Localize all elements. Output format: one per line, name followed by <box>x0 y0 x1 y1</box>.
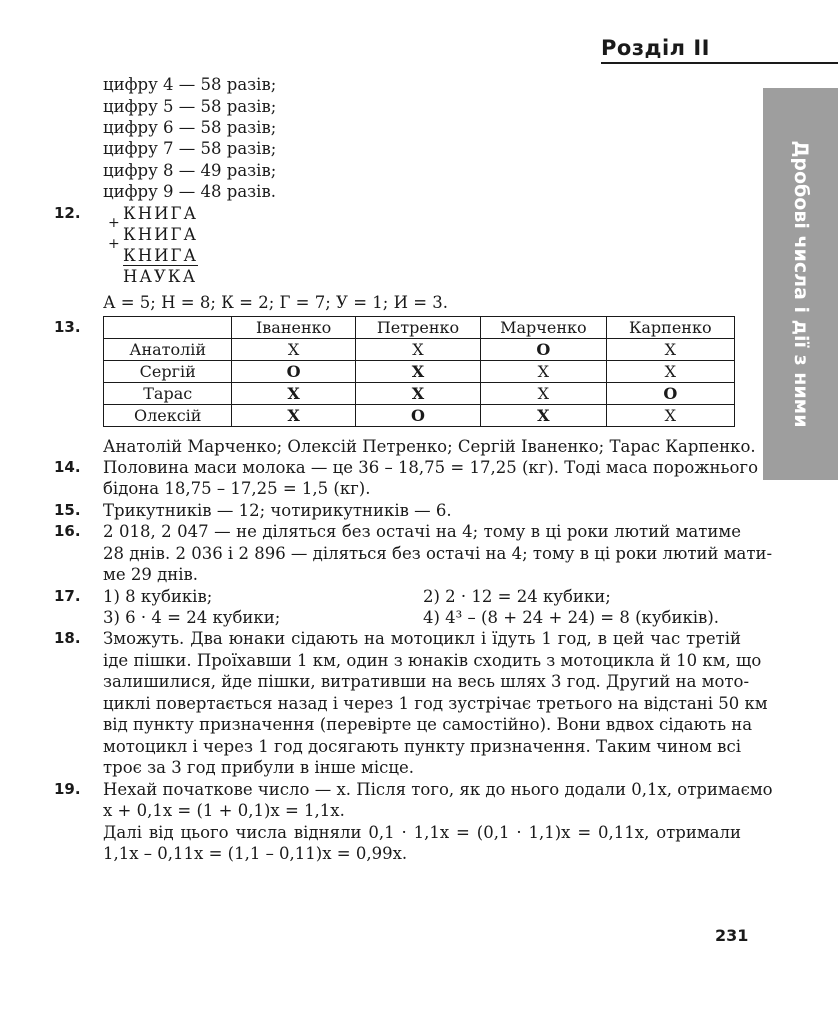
problem-number: 14. <box>54 458 81 476</box>
text-line: цифру 9 — 48 разів. <box>103 182 276 201</box>
problem-number: 17. <box>54 587 81 605</box>
problem-number: 13. <box>54 318 81 336</box>
table-cell: O <box>606 383 734 405</box>
table-cell: X <box>606 361 734 383</box>
logic-table <box>103 316 735 427</box>
table-header-cell: Петренко <box>355 317 480 339</box>
table-cell: X <box>481 383 606 405</box>
table-cell: X <box>606 339 734 361</box>
row-name: Тарас <box>104 383 232 405</box>
chapter-header <box>601 36 838 64</box>
table-answer: Анатолій Марченко; Олексій Петренко; Сергій Іваненко; Тарас Карпенко. <box>103 437 756 456</box>
text-line: іде пішки. Проїхавши 1 км, один з юнаків сходить з мотоцикла й 10 км, що <box>103 651 762 670</box>
table-header-cell: Карпенко <box>606 317 734 339</box>
table-cell: X <box>355 383 480 405</box>
problem-number: 15. <box>54 501 81 519</box>
list-item: 1) 8 кубиків; <box>103 587 213 606</box>
table-row <box>104 383 735 405</box>
row-name: Олексій <box>104 405 232 427</box>
text-line: 28 днів. 2 036 і 2 896 — діляться без остачі на 4; тому в ці роки лютий мати- <box>103 544 773 563</box>
side-tab-label: Дробові числа і дії з ними <box>789 140 812 428</box>
text-line: циклі повертається назад і через 1 год зустрічає третього на відстані 50 км <box>103 694 768 713</box>
plus-sign: + <box>108 236 120 252</box>
text-line: цифру 7 — 58 разів; <box>103 139 277 158</box>
rebus-sum-row: НАУКА <box>123 267 198 286</box>
table-cell: X <box>232 383 355 405</box>
formula-line: x + 0,1x = (1 + 0,1)x = 1,1x. <box>103 801 345 820</box>
list-item: 3) 6 · 4 = 24 кубики; <box>103 608 281 627</box>
text-line: цифру 5 — 58 разів; <box>103 97 277 116</box>
plus-sign: + <box>108 215 120 231</box>
table-row <box>104 405 735 427</box>
problem-number: 16. <box>54 522 81 540</box>
table-header-row <box>104 317 735 339</box>
list-item: 2) 2 · 12 = 24 кубики; <box>423 587 611 606</box>
text-line: Зможуть. Два юнаки сідають на мотоцикл і їдуть 1 год, в цей час третій <box>103 629 741 648</box>
table-header-cell: Марченко <box>481 317 606 339</box>
text-line: ме 29 днів. <box>103 565 199 584</box>
table-cell: X <box>481 361 606 383</box>
table-cell: X <box>606 405 734 427</box>
table-cell: O <box>481 339 606 361</box>
chapter-title: Розділ ІІ <box>601 36 710 60</box>
text-line: Далі від цього числа відняли 0,1 · 1,1x = (0,1 · 1,1)x = 0,11x, отримали <box>103 823 741 842</box>
table-cell: X <box>232 405 355 427</box>
text-line: залишилися, йде пішки, витративши на весь шлях 3 год. Другий на мото- <box>103 672 750 691</box>
page-number: 231 <box>715 926 749 945</box>
table-cell: O <box>232 361 355 383</box>
problem-number: 12. <box>54 204 81 222</box>
rebus-row: КНИГА <box>123 225 198 244</box>
text-line: цифру 6 — 58 разів; <box>103 118 277 137</box>
table-cell: X <box>355 339 480 361</box>
text-line: 2 018, 2 047 — не діляться без остачі на 4; тому в ці роки лютий матиме <box>103 522 741 541</box>
table-cell: X <box>232 339 355 361</box>
text-line: бідона 18,75 – 17,25 = 1,5 (кг). <box>103 479 371 498</box>
table-row <box>104 339 735 361</box>
list-item: 4) 4³ – (8 + 24 + 24) = 8 (кубиків). <box>423 608 720 627</box>
formula-line: 1,1x – 0,11x = (1,1 – 0,11)x = 0,99x. <box>103 844 408 863</box>
text-line: Трикутників — 12; чотирикутників — 6. <box>103 501 452 520</box>
table-cell: O <box>355 405 480 427</box>
table-header-cell: Іваненко <box>232 317 355 339</box>
text-line: мотоцикл і через 1 год досягають пункту призначення. Таким чином всі <box>103 737 741 756</box>
table-cell: X <box>481 405 606 427</box>
text-line: Нехай початкове число — x. Після того, як до нього додали 0,1x, отримаємо <box>103 780 773 799</box>
row-name: Сергій <box>104 361 232 383</box>
text-line: цифру 8 — 49 разів; <box>103 161 277 180</box>
row-name: Анатолій <box>104 339 232 361</box>
table-header-cell <box>104 317 232 339</box>
text-line: від пункту призначення (перевірте це самостійно). Вони вдвох сідають на <box>103 715 753 734</box>
problem-number: 18. <box>54 629 81 647</box>
table-row <box>104 361 735 383</box>
text-line: цифру 4 — 58 разів; <box>103 75 277 94</box>
rebus-row: КНИГА <box>123 204 198 223</box>
rebus-row: КНИГА <box>123 246 198 265</box>
side-tab <box>763 88 838 480</box>
text-line: троє за 3 год прибули в інше місце. <box>103 758 414 777</box>
table-cell: X <box>355 361 480 383</box>
text-line: Половина маси молока — це 36 – 18,75 = 17,25 (кг). Тоді маса порожнього <box>103 458 759 477</box>
problem-number: 19. <box>54 780 81 798</box>
rebus-answer: А = 5; Н = 8; К = 2; Г = 7; У = 1; И = 3. <box>103 293 449 312</box>
